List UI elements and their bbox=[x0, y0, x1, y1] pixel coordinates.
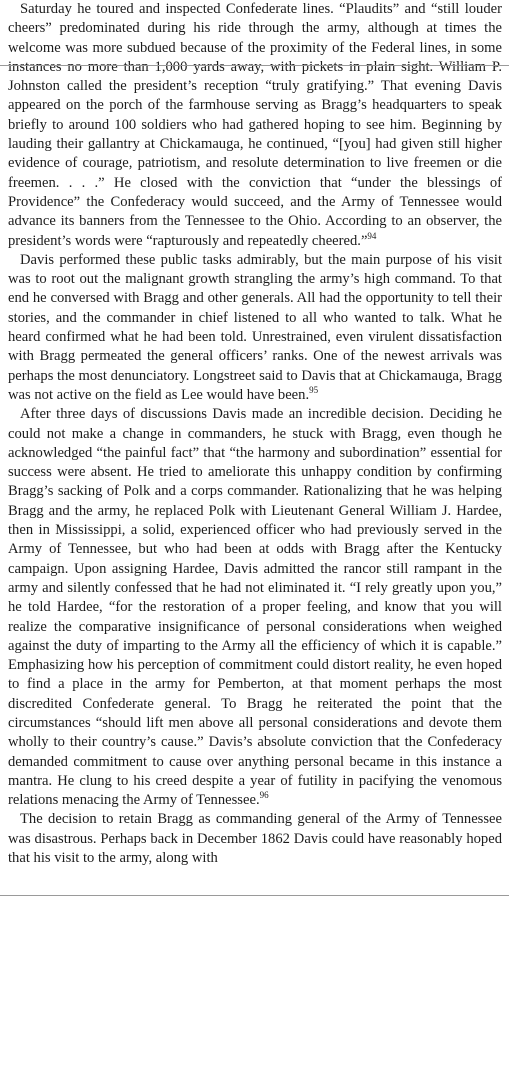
paragraph-1-text: Saturday he toured and inspected Confederate lines. “Plaudits” and “still louder cheers” predominated during his ride through the army, although at times the welcome was more subdued because of the proximity of the Federal lines, in some instances no more than 1,000 yards away, with pickets in plain sight. William P. Johnston called the president’s reception “truly gratifying.” That evening Davis appeared on the porch of the farmhouse serving as Bragg’s headquarters to speak briefly to around 100 soldiers who had gathered hoping to see him. Beginning by lauding their gallantry at Chickamauga, he continued, “[you] had given still higher evidence of courage, patriotism, and resolute determination to live freemen or die freemen. . . .” He closed with the conviction that “under the blessings of Providence” the Confederacy would succeed, and the Army of Tennessee would advance its banners from the Tennessee to the Ohio. According to an observer, the president’s words were “rapturously and repeatedly cheered.” bbox=[8, 1, 502, 249]
paragraph-3 bbox=[8, 405, 502, 810]
paragraph-2 bbox=[8, 251, 502, 405]
footnote-ref-96: 96 bbox=[259, 790, 269, 801]
footnote-ref-95: 95 bbox=[309, 385, 319, 396]
footnote-ref-94: 94 bbox=[367, 230, 377, 241]
scan-line-bottom bbox=[0, 895, 509, 896]
scan-line-top bbox=[0, 65, 509, 66]
paragraph-4-text: The decision to retain Bragg as commanding general of the Army of Tennessee was disastrous. Perhaps back in December 1862 Davis could have reasonably hoped that his visit to the army, along with bbox=[8, 811, 502, 867]
paragraph-4 bbox=[8, 810, 502, 868]
paragraph-3-text: After three days of discussions Davis made an incredible decision. Deciding he could not make a change in commanders, he stuck with Bragg, even though he acknowledged “the painful fact” that “the harmony and subordination” essential for success were absent. He tried to ameliorate this unhappy condition by confirming Bragg’s sacking of Polk and a corps commander. Rationalizing that he was helping Bragg and the army, he replaced Polk with Lieutenant General William J. Hardee, then in Mississippi, a solid, experienced officer who had previously served in the Army of Tennessee, but who had been at odds with Bragg after the Kentucky campaign. Upon assigning Hardee, Davis admitted the rancor still rampant in the army and silently confessed that he had not eliminated it. “I rely greatly upon you,” he told Hardee, “for the restoration of a proper feeling, and know that you will realize the comparative insignificance of personal considerations when weighed against the duty of imparting to the Army all the efficiency of which it is capable.” Emphasizing how his perception of commitment could distort reality, he even hoped to find a place in the army for Pemberton, at that moment perhaps the most discredited Confederate general. To Bragg he reiterated the point that the circumstances “should lift men above all personal considerations and devote them wholly to their country’s cause.” Davis’s absolute conviction that the Confederacy demanded commitment to cause over anything personal became in this instance a mantra. He clung to his creed despite a year of futility in pacifying the venomous relations menacing the Army of Tennessee. bbox=[8, 406, 502, 809]
paragraph-1 bbox=[8, 0, 502, 251]
body-text bbox=[8, 0, 502, 868]
paragraph-2-text: Davis performed these public tasks admirably, but the main purpose of his visit was to root out the malignant growth strangling the army’s high command. To that end he conversed with Bragg and other generals. All had the opportunity to tell their stories, and the commander in chief listened to all who wanted to talk. What he heard confirmed what he had been told. Unrestrained, even virulent dissatisfaction with Bragg permeated the general officers’ ranks. One of the newest arrivals was perhaps the most denunciatory. Longstreet said to Davis that at Chickamauga, Bragg was not active on the field as Lee would have been. bbox=[8, 251, 502, 403]
